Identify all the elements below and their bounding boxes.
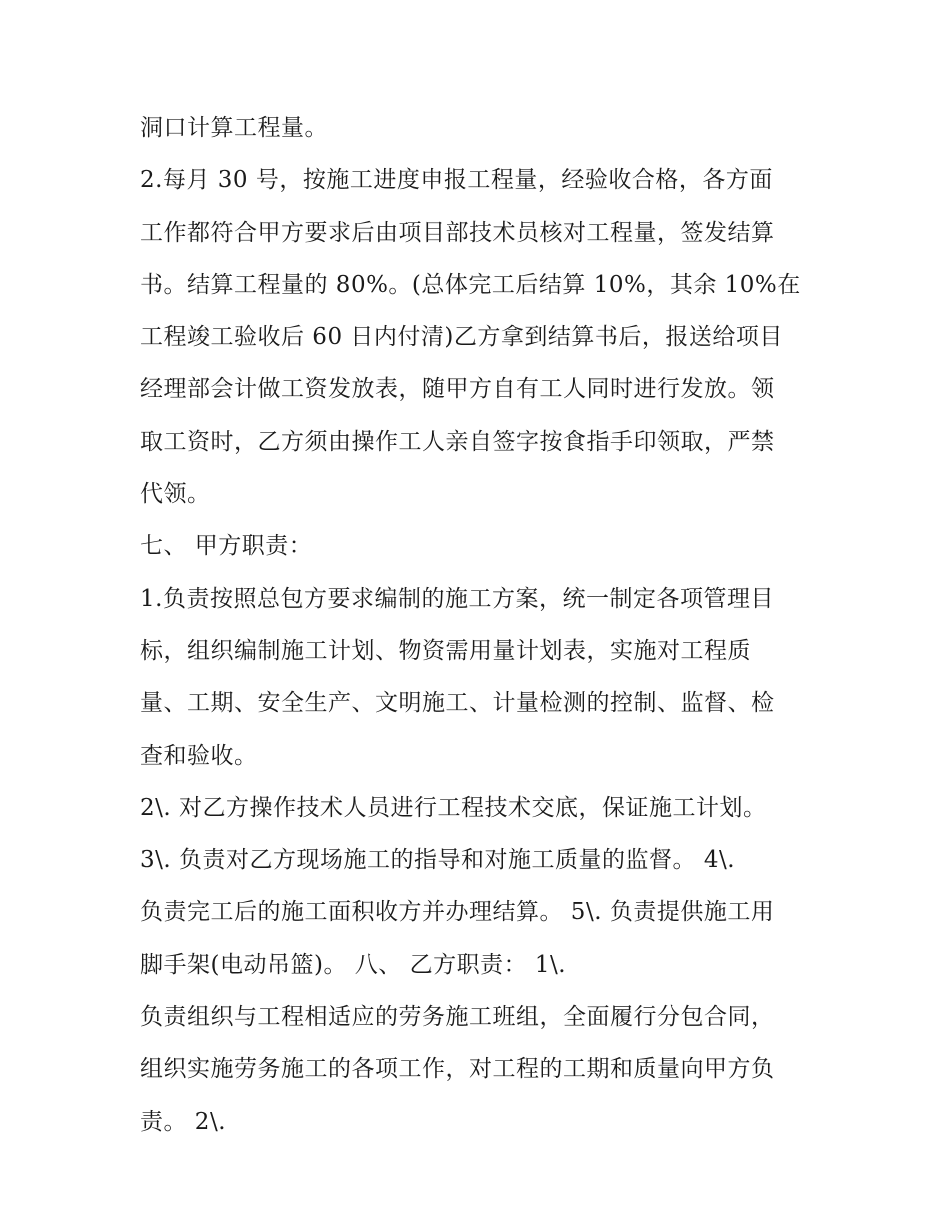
document-body	[140, 106, 820, 1152]
text-line: 量、工期、安全生产、文明施工、计量检测的控制、监督、检	[140, 690, 775, 717]
text-line: 书。结算工程量的 80%。(总体完工后结算 10%，其余 10%在	[140, 271, 801, 298]
text-line: 查和验收。	[140, 742, 258, 769]
text-line: 3\. 负责对乙方现场施工的指导和对施工质量的监督。 4\.	[140, 847, 736, 874]
text-line: 组织实施劳务施工的各项工作，对工程的工期和质量向甲方负	[140, 1056, 775, 1083]
text-line: 标，组织编制施工计划、物资需用量计划表，实施对工程质	[140, 637, 751, 664]
text-line: 负责完工后的施工面积收方并办理结算。 5\. 负责提供施工用	[140, 899, 775, 926]
text-line: 2.每月 30 号，按施工进度申报工程量，经验收合格，各方面	[140, 167, 773, 194]
text-line: 2\. 对乙方操作技术人员进行工程技术交底，保证施工计划。	[140, 794, 767, 821]
text-line: 1.负责按照总包方要求编制的施工方案，统一制定各项管理目	[140, 585, 774, 612]
text-line: 洞口计算工程量。	[140, 115, 328, 141]
section-heading: 七、 甲方职责：	[140, 533, 313, 560]
text-line: 工程竣工验收后 60 日内付清)乙方拿到结算书后，报送给项目	[140, 324, 783, 351]
text-line: 责。 2\.	[140, 1108, 227, 1135]
text-line: 负责组织与工程相适应的劳务施工班组，全面履行分包合同，	[140, 1004, 775, 1031]
text-line: 取工资时，乙方须由操作工人亲自签字按食指手印领取，严禁	[140, 428, 775, 455]
text-line: 经理部会计做工资发放表，随甲方自有工人同时进行发放。领	[140, 376, 775, 403]
text-line: 工作都符合甲方要求后由项目部技术员核对工程量，签发结算	[140, 219, 775, 246]
text-line: 脚手架(电动吊篮)。 八、 乙方职责： 1\.	[140, 951, 567, 978]
text-line: 代领。	[140, 481, 211, 508]
